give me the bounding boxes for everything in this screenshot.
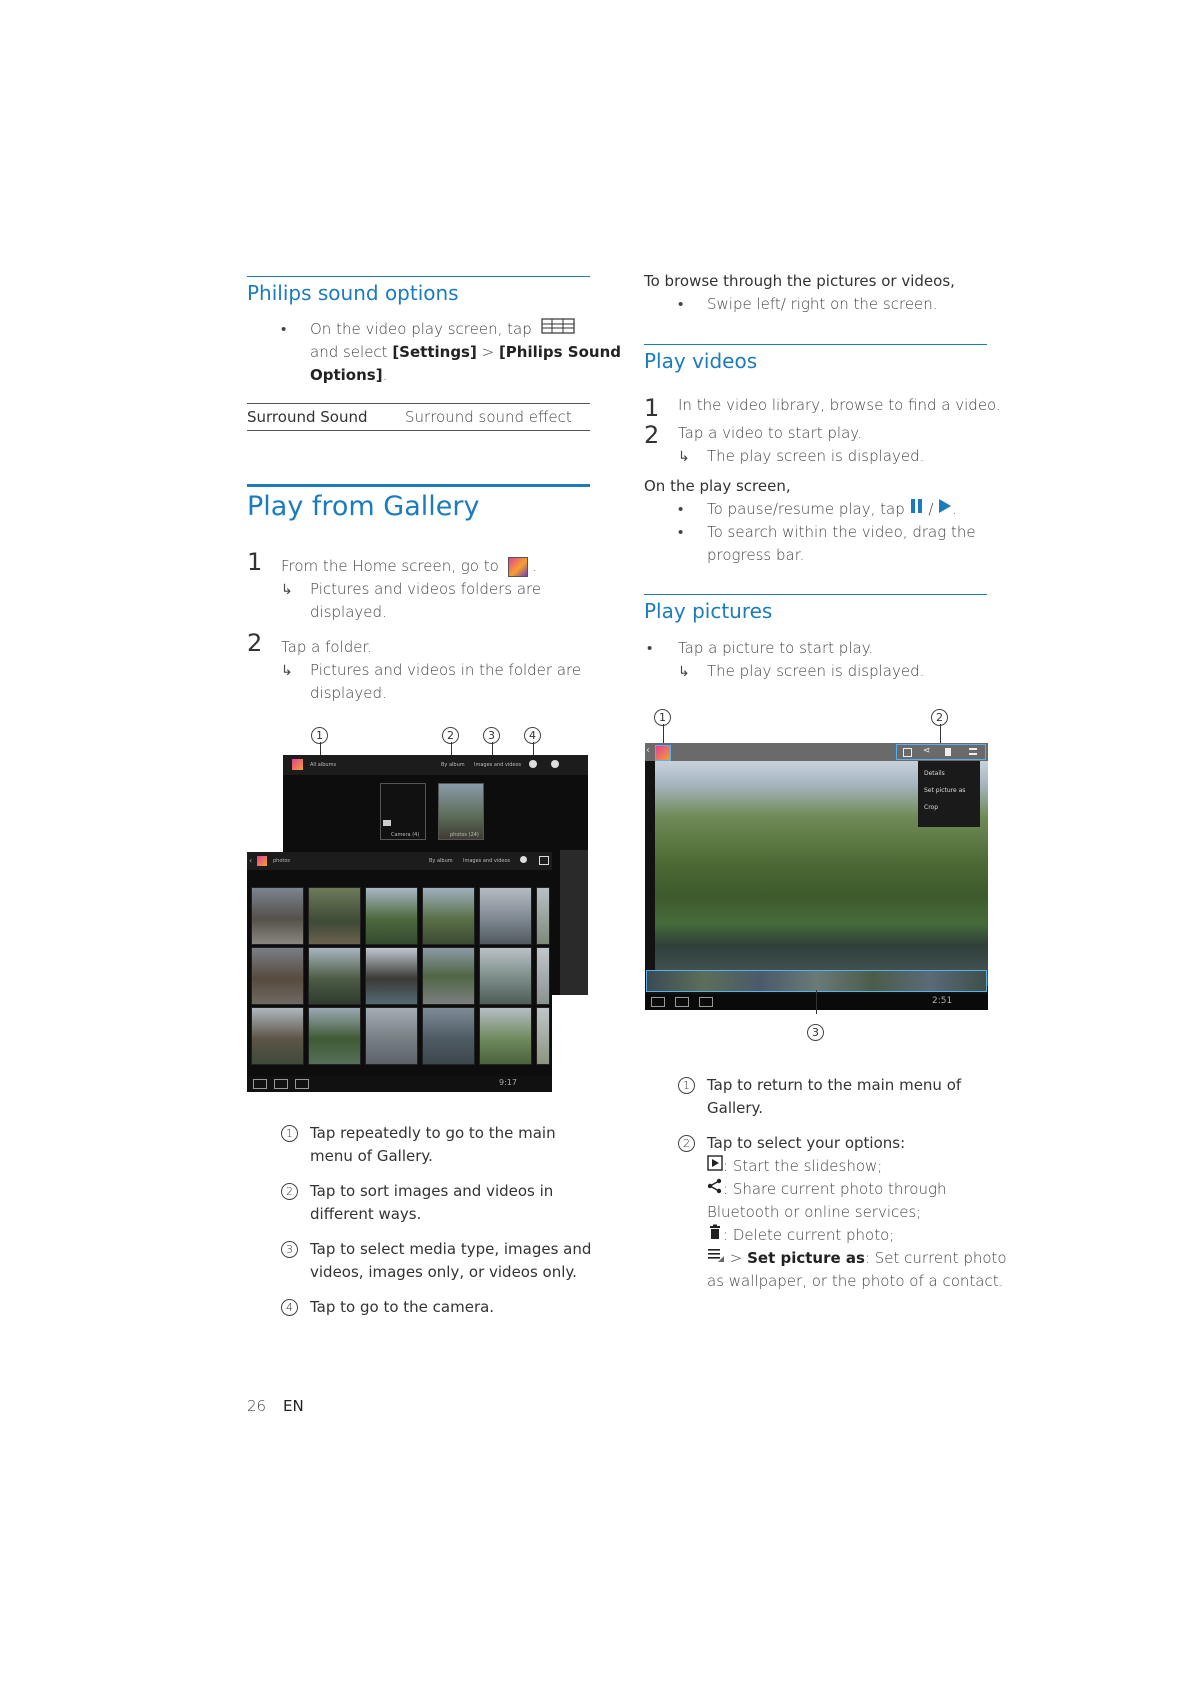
step2-text: Tap a folder. [281,638,373,656]
sound-options-heading: Philips sound options [247,281,459,305]
section-rule [644,344,987,345]
result-arrow-icon: ↳ [281,663,293,679]
marker-1: 1 [311,725,328,744]
philips-sound-label: [Philips Sound [498,343,621,361]
result-arrow-icon: ↳ [678,449,690,465]
opt-text: : Delete current photo; [723,1226,895,1244]
callout-num: 3 [281,1241,298,1258]
options-label: Options] [310,366,383,384]
step1-text: From the Home screen, go to [281,557,499,575]
step1-result-text2: displayed. [310,603,387,621]
callout-desc-2 [281,1180,298,1203]
callout-num: 1 [678,1077,695,1094]
photo-thumb[interactable] [251,887,304,945]
v-step2-result [678,445,690,469]
pause-text: To pause/resume play, tap [707,500,905,518]
p-result [678,660,690,684]
table-value: Surround sound effect [405,408,572,426]
trash-icon [707,1224,723,1247]
recent-apps-icon[interactable] [699,997,713,1007]
callout-text: Tap repeatedly to go to the main [310,1124,556,1142]
pause-icon [910,498,924,521]
callout-text: videos, images only, or videos only. [310,1263,577,1281]
callout-desc-1 [281,1122,298,1145]
opt-set-picture [707,1247,1007,1270]
camera-icon[interactable] [529,760,537,768]
marker-2: 2 [931,707,948,726]
callout-text: Tap to select your options: [707,1134,906,1152]
step2-result [281,659,293,683]
callout-line [816,990,817,1014]
photo-thumb[interactable] [308,1007,361,1065]
p-bullet: Tap a picture to start play. [678,639,874,657]
opt-text: as wallpaper, or the photo of a contact. [707,1272,1004,1290]
step1-result-text1: Pictures and videos folders are [310,580,542,598]
opt-slideshow [707,1155,882,1178]
marker-4: 4 [524,725,541,744]
callout-num: 1 [281,1125,298,1142]
home-icon[interactable] [274,1079,288,1089]
text: and select [310,343,393,361]
callout-text: menu of Gallery. [310,1147,433,1165]
section-rule-thick [247,484,590,487]
v-step2-result-text: The play screen is displayed. [707,447,925,465]
filmstrip[interactable] [646,970,987,992]
step1-result [281,578,293,602]
photo-thumb[interactable] [536,1007,550,1065]
info-icon[interactable] [551,760,559,768]
back-icon[interactable] [651,997,665,1007]
status-time: 9:17 [499,1078,517,1087]
play-pictures-heading: Play pictures [644,599,773,623]
photos-screen [247,852,552,1092]
step-number: 1 [247,548,263,576]
set-picture-label: Set picture as [747,1249,865,1267]
step2-result-text1: Pictures and videos in the folder are [310,661,582,679]
step1-line [281,555,537,578]
callout-desc-1 [678,1074,695,1097]
photo-thumb[interactable] [365,1007,418,1065]
callout-num: 4 [281,1299,298,1316]
table-label: Surround Sound [247,408,368,426]
menu-crop[interactable]: Crop [924,804,939,811]
camera-icon [383,820,391,826]
bullet-dot: • [678,295,684,313]
bullet-dot: • [678,500,684,518]
pause-line [707,498,957,521]
gallery-app-icon [508,557,528,577]
gallery-icon[interactable] [655,745,671,761]
marker-2: 2 [442,725,459,744]
photo-thumb[interactable] [308,947,361,1005]
picture-play-screen [645,743,988,1010]
table-top-rule [247,403,590,404]
menu-icon[interactable] [969,748,977,755]
status-time: 2:51 [932,996,953,1006]
photo-thumb[interactable] [479,887,532,945]
bullet-dot: • [678,523,684,541]
text: . [952,500,957,518]
text: . [532,557,538,575]
callout-num: 2 [678,1135,695,1152]
recent-apps-icon[interactable] [295,1079,309,1089]
step-number: 2 [644,421,660,449]
grid-edge [560,850,588,995]
photo-thumb[interactable] [422,887,475,945]
sound-bullet-line1 [310,318,575,341]
language: EN [283,1397,304,1415]
marker-1: 1 [654,707,671,726]
callout-text: Gallery. [707,1099,764,1117]
album-photos-label: photos (24) [450,832,479,838]
by-album-label[interactable]: By album [429,858,453,864]
search-text2: progress bar. [707,546,805,564]
photo-thumb[interactable] [251,1007,304,1065]
step2-result-text2: displayed. [310,684,387,702]
search-text1: To search within the video, drag the [707,523,976,541]
callout-text: Tap to sort images and videos in [310,1182,554,1200]
callout-num: 2 [281,1183,298,1200]
menu-details[interactable]: Details [924,770,945,777]
page-number: 26 [247,1397,267,1415]
section-rule [644,594,987,595]
gallery-heading: Play from Gallery [247,491,480,522]
share-icon [707,1178,723,1201]
album-camera-label: Camera (4) [391,832,420,838]
opt-text: Bluetooth or online services; [707,1203,922,1221]
opt-share [707,1178,946,1201]
back-chevron-icon[interactable]: ‹ [646,745,650,756]
bullet-dot: • [281,320,287,338]
v-step1-text: In the video library, browse to find a video. [678,396,1001,414]
opt-delete [707,1224,894,1247]
photo-thumb[interactable] [479,1007,532,1065]
callout-desc-3 [281,1238,298,1261]
text: / [928,500,934,518]
browse-intro: To browse through the pictures or videos, [644,272,955,290]
opt-text: : Share current photo through [723,1180,947,1198]
gallery-icon[interactable] [292,759,303,770]
result-arrow-icon: ↳ [281,582,293,598]
opt-text: : Set current photo [864,1249,1007,1267]
slideshow-icon[interactable] [903,748,912,757]
share-icon[interactable]: ⋖ [923,746,931,756]
photo-thumb[interactable] [422,947,475,1005]
browse-bullet: Swipe left/ right on the screen. [707,295,938,313]
callout-desc-4 [281,1296,298,1319]
back-chevron-icon[interactable]: ‹ [249,856,253,865]
callout-text: Tap to go to the camera. [310,1298,495,1316]
step-number: 2 [247,629,263,657]
settings-label: [Settings] [392,343,477,361]
back-icon[interactable] [253,1079,267,1089]
callout-text: Tap to select media type, images and [310,1240,592,1258]
menu-set-picture[interactable]: Set picture as [924,787,966,794]
callout-desc-2 [678,1132,695,1155]
play-videos-heading: Play videos [644,349,758,373]
home-icon[interactable] [675,997,689,1007]
v-step2-text: Tap a video to start play. [678,424,862,442]
photo-thumb[interactable] [479,947,532,1005]
slideshow-icon[interactable] [539,856,549,865]
p-result-text: The play screen is displayed. [707,662,925,680]
marker-3: 3 [483,725,500,744]
marker-3: 3 [807,1022,824,1041]
photo-thumb[interactable] [422,1007,475,1065]
text: . [382,366,388,384]
callout-text: Tap to return to the main menu of [707,1076,962,1094]
photos-label: photos [273,858,291,864]
media-type-label[interactable]: Images and videos [474,762,522,768]
step-number: 1 [644,394,660,422]
photo-thumb[interactable] [536,947,550,1005]
photo-thumb[interactable] [308,887,361,945]
info-icon[interactable] [520,856,527,863]
play-icon [938,498,952,521]
bullet-dot: • [647,639,653,657]
menu-grid-icon [541,318,575,341]
sound-bullet-line3 [310,364,387,387]
slideshow-icon [707,1155,723,1178]
opt-text: : Start the slideshow; [723,1157,883,1175]
sound-bullet-line2 [310,341,621,364]
sound-bullet-text: On the video play screen, tap [310,320,532,338]
media-type-label[interactable]: Images and videos [463,858,511,864]
photo-thumb[interactable] [251,947,304,1005]
opt-text: > [725,1249,748,1267]
all-albums-label[interactable]: All albums [310,762,337,768]
result-arrow-icon: ↳ [678,664,690,680]
on-play-screen: On the play screen, [644,477,791,495]
photo-thumb[interactable] [365,887,418,945]
table-bottom-rule [247,430,590,431]
gallery-icon[interactable] [257,856,267,866]
photo-thumb[interactable] [365,947,418,1005]
text: > [476,343,499,361]
callout-text: different ways. [310,1205,422,1223]
photo-thumb[interactable] [536,887,550,945]
menu-icon [707,1247,725,1270]
by-album-label[interactable]: By album [441,762,465,768]
trash-icon[interactable] [945,748,951,756]
section-rule [247,276,590,277]
